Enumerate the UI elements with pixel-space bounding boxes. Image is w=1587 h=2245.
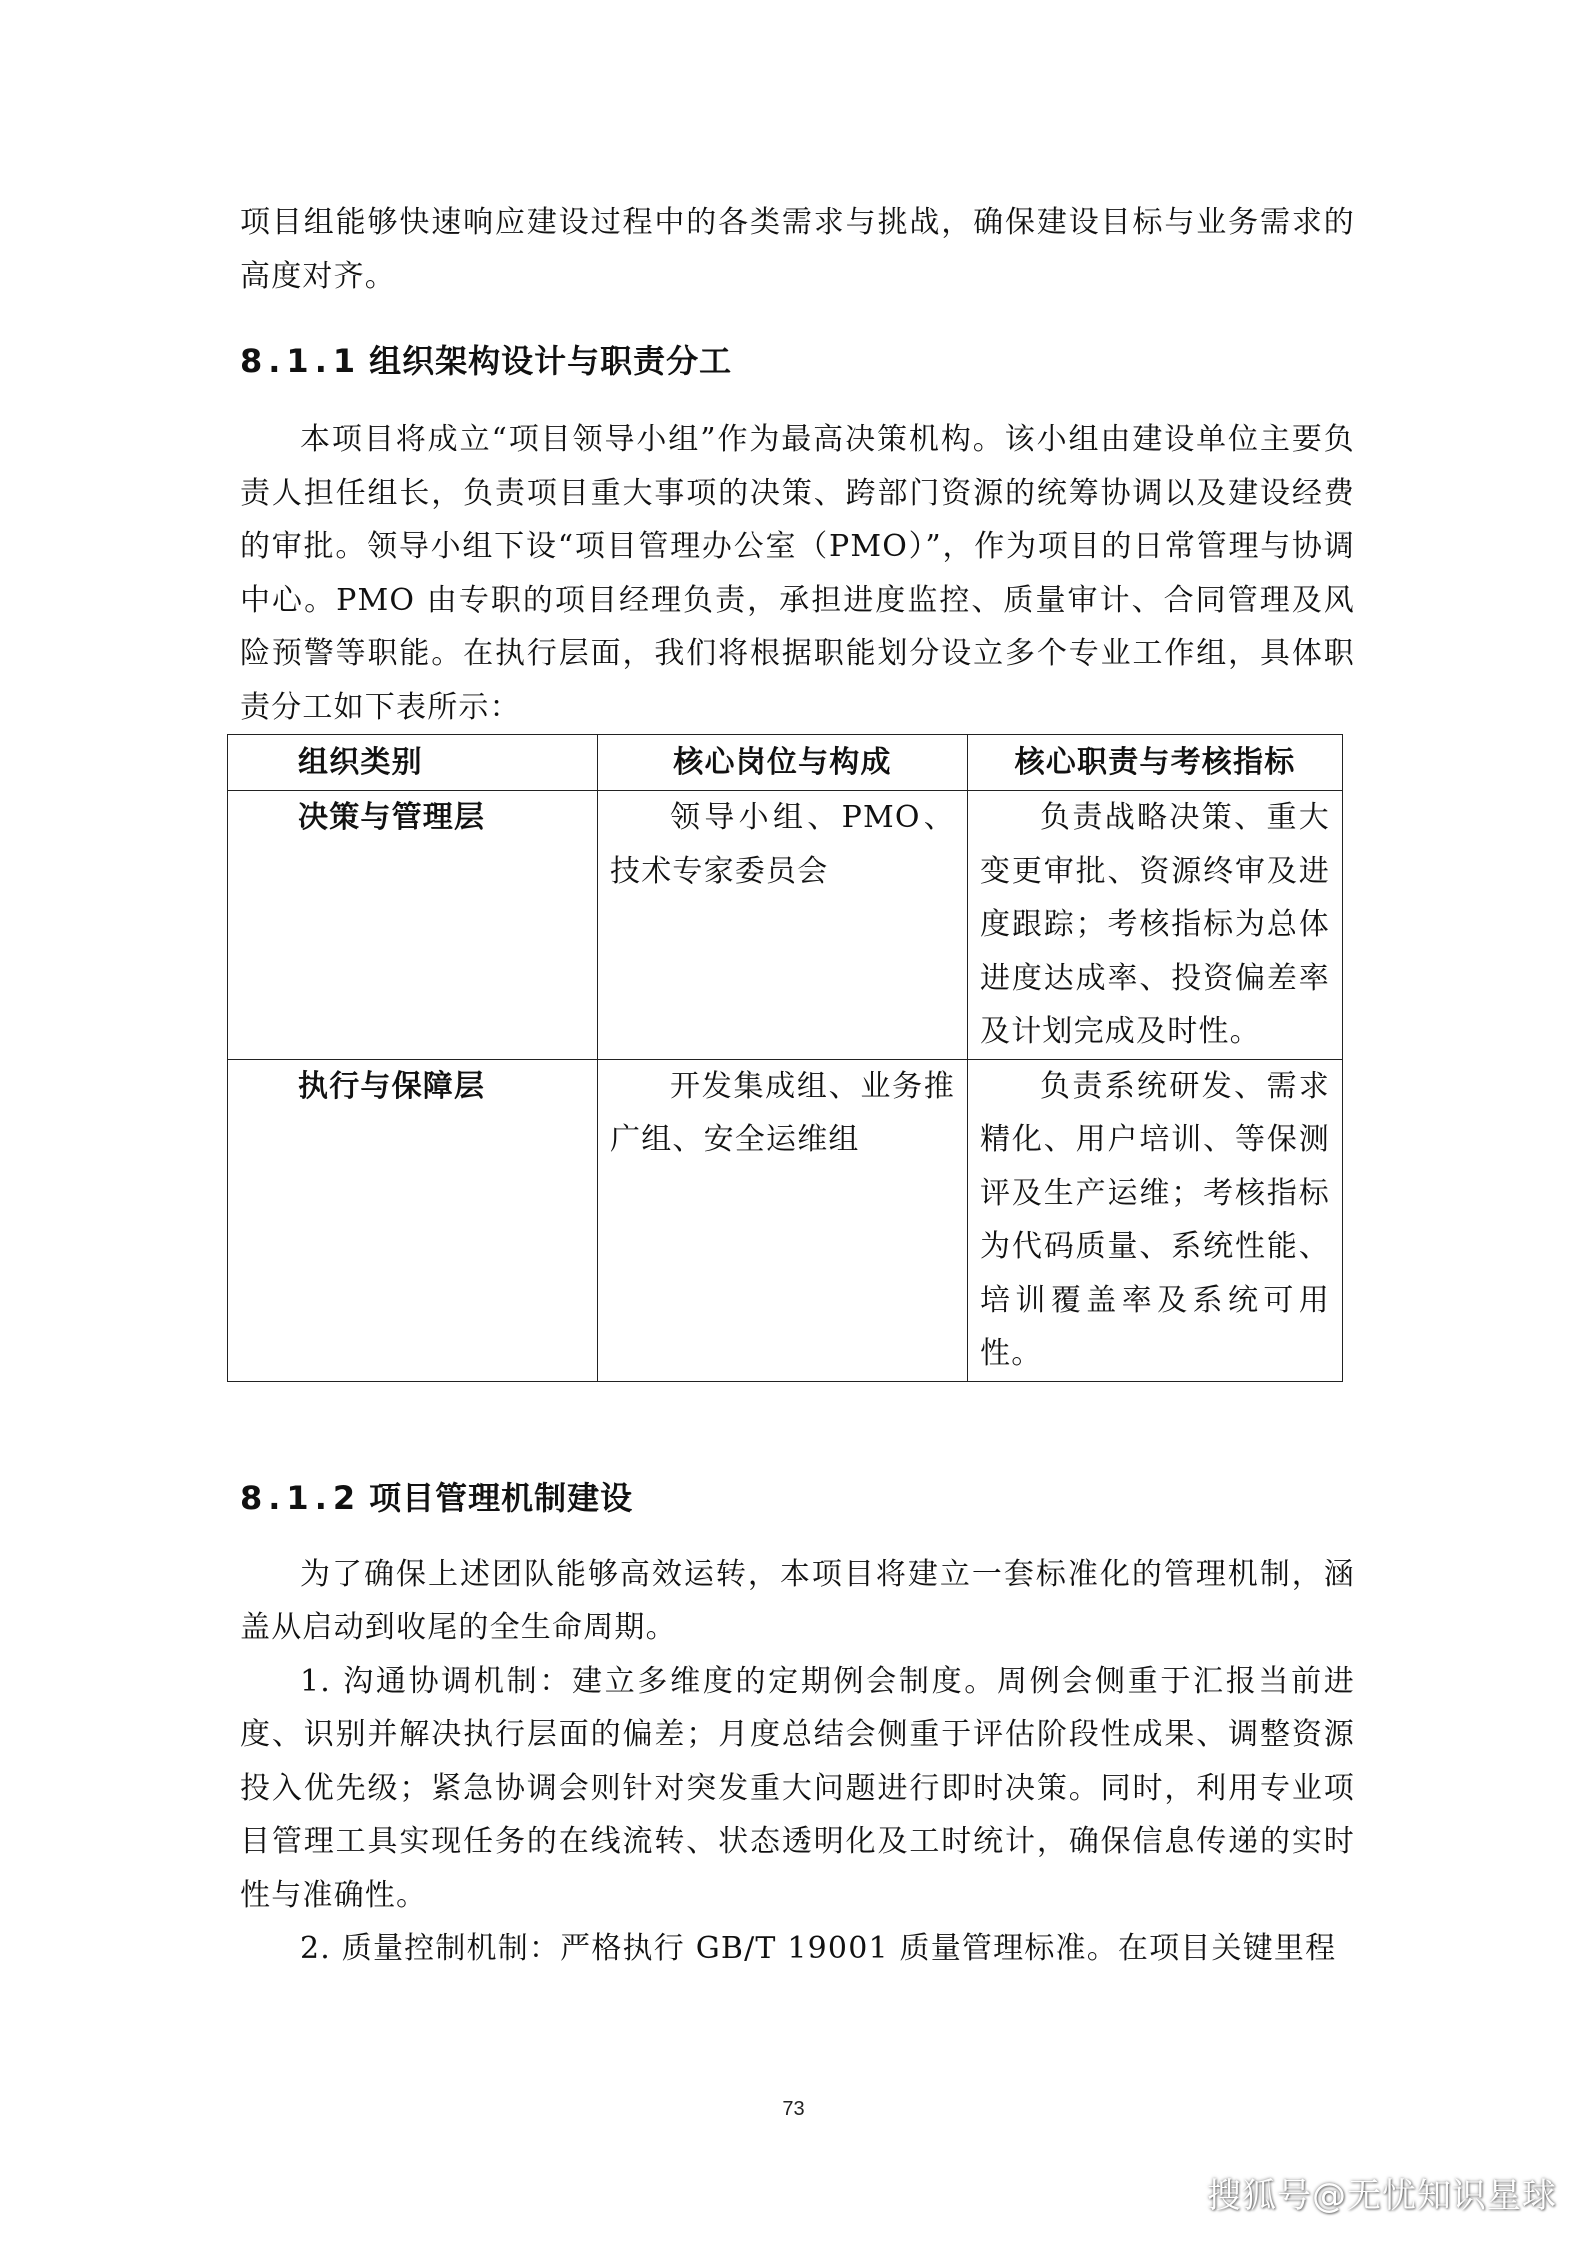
table-header-cell: 核心职责与考核指标	[968, 735, 1343, 791]
table-header-cell: 核心岗位与构成	[598, 735, 968, 791]
list-item-communication: 1. 沟通协调机制：建立多维度的定期例会制度。周例会侧重于汇报当前进度、识别并解决执行层面的偏差；月度总结会侧重于评估阶段性成果、调整资源投入优先级；紧急协调会则针对突发重大问题进行即时决策。同时，利用专业项目管理工具实现任务的在线流转、状态透明化及工时统计，确保信息传递的实时性与准确性。	[240, 1663, 1355, 1913]
table-row	[228, 791, 1343, 1060]
table-cell-category: 决策与管理层	[228, 791, 598, 1060]
table-header-row	[228, 735, 1343, 791]
table-header-cell: 组织类别	[228, 735, 598, 791]
page-number: 73	[782, 2098, 805, 2120]
table-cell-positions: 开发集成组、业务推广组、安全运维组	[598, 1059, 968, 1381]
list-item-quality: 2. 质量控制机制：严格执行 GB/T 19001 质量管理标准。在项目关键里程	[300, 1931, 1337, 1966]
section-heading-8-1-2	[240, 1478, 1355, 1518]
section-heading-8-1-1	[240, 341, 1355, 381]
section-title: 项目管理机制建设	[369, 1478, 634, 1517]
section-number: 8.1.1	[240, 342, 362, 380]
section-8-1-2-paragraph: 为了确保上述团队能够高效运转，本项目将建立一套标准化的管理机制，涵盖从启动到收尾的全生命周期。	[240, 1556, 1355, 1645]
table-row	[228, 1059, 1343, 1381]
section-number: 8.1.2	[240, 1478, 362, 1517]
duty-table	[227, 734, 1343, 1382]
watermark: 搜狐号@无忧知识星球	[1207, 2176, 1557, 2216]
table-cell-duties: 负责系统研发、需求精化、用户培训、等保测评及生产运维；考核指标为代码质量、系统性能、培训覆盖率及系统可用性。	[968, 1059, 1343, 1381]
intro-paragraph: 项目组能够快速响应建设过程中的各类需求与挑战，确保建设目标与业务需求的高度对齐。	[240, 205, 1355, 294]
table-cell-duties: 负责战略决策、重大变更审批、资源终审及进度跟踪；考核指标为总体进度达成率、投资偏差率及计划完成及时性。	[968, 791, 1343, 1060]
table-cell-positions: 领导小组、PMO、技术专家委员会	[598, 791, 968, 1060]
section-title: 组织架构设计与职责分工	[369, 342, 733, 380]
section-8-1-1-paragraph: 本项目将成立“项目领导小组”作为最高决策机构。该小组由建设单位主要负责人担任组长，负责项目重大事项的决策、跨部门资源的统筹协调以及建设经费的审批。领导小组下设“项目管理办公室（PMO）”，作为项目的日常管理与协调中心。PMO 由专职的项目经理负责，承担进度监控、质量审计、合同管理及风险预警等职能。在执行层面，我们将根据职能划分设立多个专业工作组，具体职责分工如下表所示：	[240, 422, 1355, 725]
table-cell-category: 执行与保障层	[228, 1059, 598, 1381]
page-content	[240, 196, 1355, 1976]
